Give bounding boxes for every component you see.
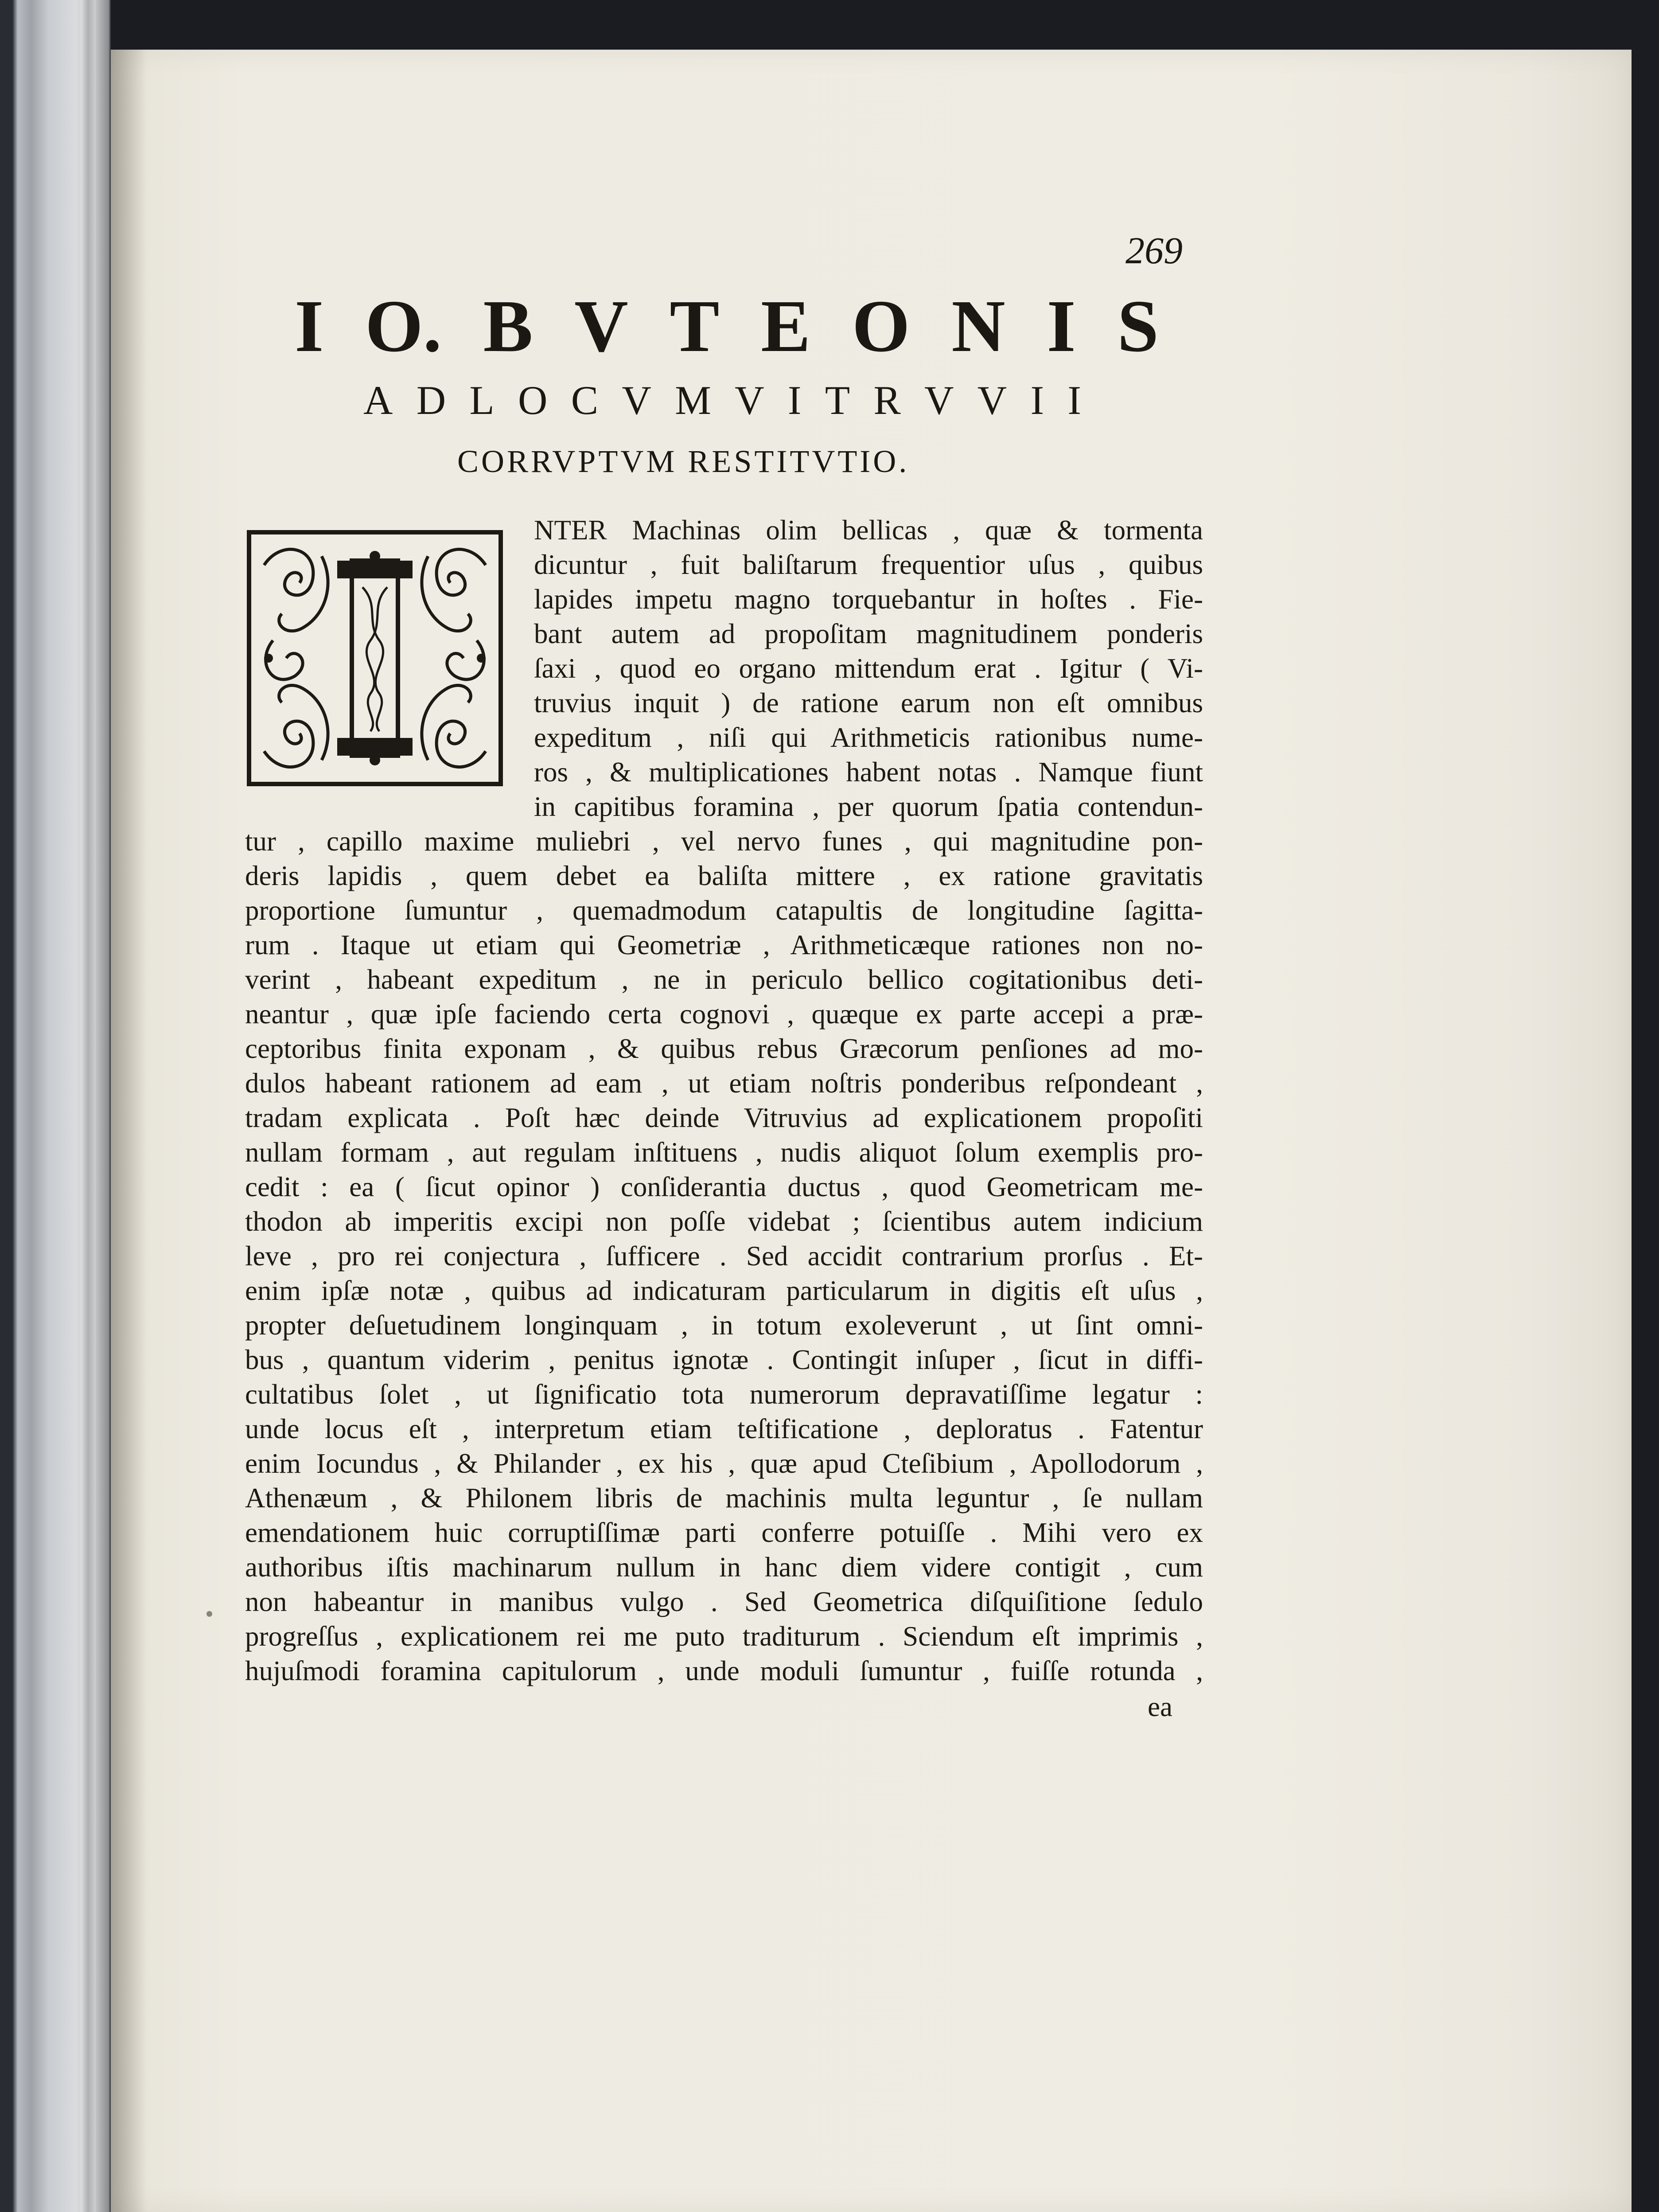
title-letter: I	[1030, 378, 1044, 423]
text-line: Athenæum , & Philonem libris de machinis multa leguntur , ſe nullam	[245, 1482, 1203, 1514]
text-line: enim Iocundus , & Philander , ex his , quæ apud Cteſibium , Apollodorum ,	[245, 1448, 1203, 1479]
title-letter: M	[675, 378, 711, 423]
title-letter: D	[416, 378, 446, 423]
text-line: ros , & multiplicationes habent notas . Namque fiunt	[534, 757, 1203, 788]
title-letter: O	[852, 285, 910, 367]
text-line: verint , habeant expeditum , ne in periculo bellico cogitationibus deti-	[245, 964, 1203, 995]
text-line: rum . Itaque ut etiam qui Geometriæ , Arithmeticæque rationes non no-	[245, 929, 1203, 960]
text-line: NTER Machinas olim bellicas , quæ & tormenta	[534, 515, 1203, 546]
title-letter: V	[977, 378, 1007, 423]
title-letter: V	[735, 378, 764, 423]
text-line: cedit : ea ( ſicut opinor ) conſiderantia ductus , quod Geometricam me-	[245, 1171, 1203, 1202]
text-line: nullam formam , aut regulam inſtituens , nudis aliquot ſolum exemplis pro-	[245, 1137, 1203, 1168]
page-number: 269	[1125, 229, 1183, 272]
text-line: lapides impetu magno torquebantur in hoſtes . Fie-	[534, 584, 1203, 615]
text-line: dicuntur , fuit baliſtarum frequentior uſus , quibus	[534, 549, 1203, 580]
text-line: cultatibus ſolet , ut ſignificatio tota numerorum depravatiſſime legatur :	[245, 1379, 1203, 1410]
text-line: truvius inquit ) de ratione earum non eſt omnibus	[534, 687, 1203, 718]
text-line: progreſſus , explicationem rei me puto traditurum . Sciendum eſt imprimis ,	[245, 1621, 1203, 1652]
margin-mark	[206, 1611, 212, 1617]
text-line: bus , quantum viderim , penitus ignotæ . Contingit inſuper , ſicut in diffi-	[245, 1344, 1203, 1375]
text-line: tur , capillo maxime muliebri , vel nervo funes , qui magnitudine pon-	[245, 826, 1203, 857]
title-letter: N	[951, 285, 1005, 367]
text-line: proportione ſumuntur , quemadmodum catapultis de longitudine ſagitta-	[245, 895, 1203, 926]
text-line: hujuſmodi foramina capitulorum , unde moduli ſumuntur , fuiſſe rotunda ,	[245, 1655, 1203, 1686]
text-line: neantur , quæ ipſe faciendo certa cognovi , quæque ex parte accepi a præ-	[245, 999, 1203, 1030]
title-line-1	[295, 284, 1159, 369]
text-line: leve , pro rei conjectura , ſufficere . Sed accidit contrarium prorſus . Et-	[245, 1241, 1203, 1272]
title-line-3: CORRVPTVM RESTITVTIO.	[457, 444, 910, 479]
title-letter: T	[825, 378, 850, 423]
title-letter: B	[483, 285, 533, 367]
title-letter: I	[787, 378, 802, 423]
text-line: tradam explicata . Poſt hæc deinde Vitruvius ad explicationem propoſiti	[245, 1102, 1203, 1133]
title-line-2	[363, 377, 1081, 424]
page-fold	[81, 0, 96, 2212]
title-letter: V	[574, 285, 628, 367]
text-line: ceptoribus finita exponam , & quibus rebus Græcorum penſiones ad mo-	[245, 1033, 1203, 1064]
text-line: enim ipſæ notæ , quibus ad indicaturam particularum in digitis eſt uſus ,	[245, 1275, 1203, 1306]
title-letter: L	[469, 378, 495, 423]
text-line: emendationem huic corruptiſſimæ parti conferre potuiſſe . Mihi vero ex	[245, 1517, 1203, 1548]
spine-shadow	[111, 50, 146, 2212]
text-line: dulos habeant rationem ad eam , ut etiam noſtris ponderibus reſpondeant ,	[245, 1068, 1203, 1099]
title-letter: I	[1047, 285, 1076, 367]
title-letter: V	[924, 378, 954, 423]
text-line: ſaxi , quod eo organo mittendum erat . Igitur ( Vi-	[534, 653, 1203, 684]
title-letter: O	[518, 378, 548, 423]
title-letter: R	[873, 378, 901, 423]
text-line: in capitibus foramina , per quorum ſpatia contendun-	[534, 791, 1203, 822]
text-line: authoribus iſtis machinarum nullum in hanc diem videre contigit , cum	[245, 1552, 1203, 1583]
title-letter: O.	[365, 285, 442, 367]
title-letter: C	[571, 378, 599, 423]
title-letter: T	[670, 285, 720, 367]
title-letter: A	[363, 378, 393, 423]
text-line: deris lapidis , quem debet ea baliſta mittere , ex ratione gravitatis	[245, 860, 1203, 891]
title-letter: E	[761, 285, 811, 367]
text-line: expeditum , niſi qui Arithmeticis rationibus nume-	[534, 722, 1203, 753]
text-line: bant autem ad propoſitam magnitudinem ponderis	[534, 618, 1203, 649]
text-line: propter deſuetudinem longinquam , in totum exoleverunt , ut ſint omni-	[245, 1310, 1203, 1341]
decorated-initial-icon	[246, 530, 503, 787]
title-letter: S	[1117, 285, 1159, 367]
catchword: ea	[1148, 1691, 1172, 1722]
title-letter: I	[1067, 378, 1081, 423]
text-line: non habeantur in manibus vulgo . Sed Geometrica diſquiſitione ſedulo	[245, 1586, 1203, 1617]
title-letter: V	[622, 378, 651, 423]
title-letter: I	[295, 285, 324, 367]
text-line: thodon ab imperitis excipi non poſſe videbat ; ſcientibus autem indicium	[245, 1206, 1203, 1237]
text-line: unde locus eſt , interpretum etiam teſtificatione , deploratus . Fatentur	[245, 1413, 1203, 1444]
